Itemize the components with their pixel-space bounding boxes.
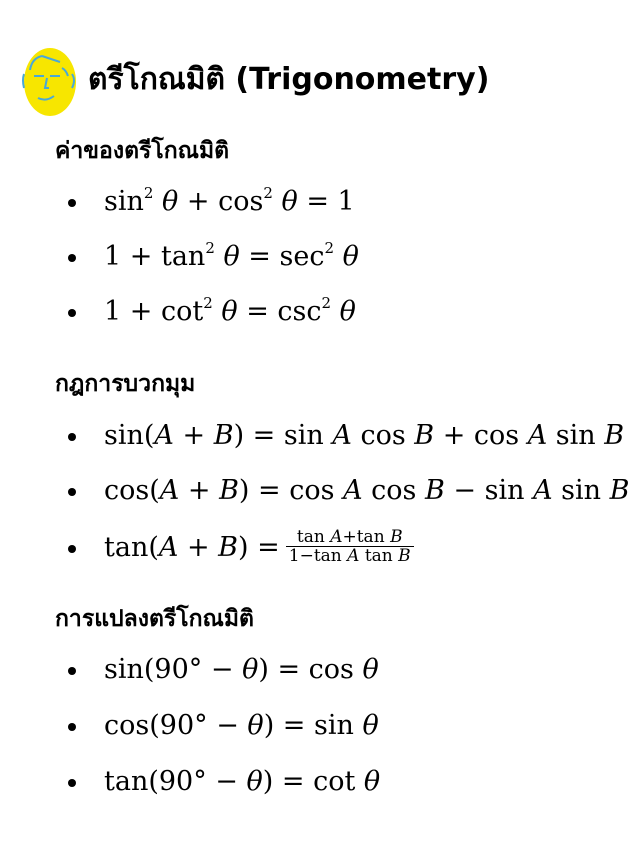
list-item — [0, 528, 640, 568]
bullet — [68, 779, 76, 787]
formula: tan(90° − θ) = cot θ — [104, 766, 381, 797]
section-heading-addition: กฎการบวกมุม — [55, 371, 196, 397]
fraction: $\frac{\text{tan A+tan B}}{\text{1−tan A tan B}}$ — [286, 528, 414, 565]
list-item — [0, 292, 640, 332]
list-item — [0, 706, 640, 746]
section-heading-values: ค่าของตรีโกณมิติ — [55, 138, 230, 164]
bullet — [68, 488, 76, 496]
avatar — [20, 40, 80, 120]
formula: sin(A + B) = sin A cos B + cos A sin B — [104, 420, 625, 451]
bullet — [68, 254, 76, 262]
formula: tan(A + B) = $\frac{\text{tan A+tan B}}{\text{1−tan A tan B}}$ — [104, 528, 414, 568]
formula: sin(90° − θ) = cos θ — [104, 654, 379, 685]
formula: cos(A + B) = cos A cos B − sin A sin B — [104, 475, 630, 506]
formula: $1 + \tan^2 \theta = \sec^2 \theta$ — [104, 239, 359, 272]
bullet — [68, 545, 76, 553]
page-title: ตรีโกณมิติ (Trigonometry) — [88, 62, 490, 97]
bullet — [68, 199, 76, 207]
section-heading-conversion: การแปลงตรีโกณมิติ — [55, 606, 254, 632]
list-item — [0, 416, 640, 456]
list-item — [0, 762, 640, 802]
bullet — [68, 433, 76, 441]
page-header — [20, 40, 620, 120]
formula: cos(90° − θ) = sin θ — [104, 710, 379, 741]
bullet — [68, 309, 76, 317]
formula: $\sin^2 \theta + \cos^2 \theta = 1$ — [104, 184, 355, 217]
list-item — [0, 650, 640, 690]
list-item — [0, 237, 640, 277]
list-item — [0, 182, 640, 222]
formula: $1 + \cot^2 \theta = \csc^2 \theta$ — [104, 294, 356, 327]
list-item — [0, 471, 640, 511]
bullet — [68, 723, 76, 731]
bullet — [68, 667, 76, 675]
